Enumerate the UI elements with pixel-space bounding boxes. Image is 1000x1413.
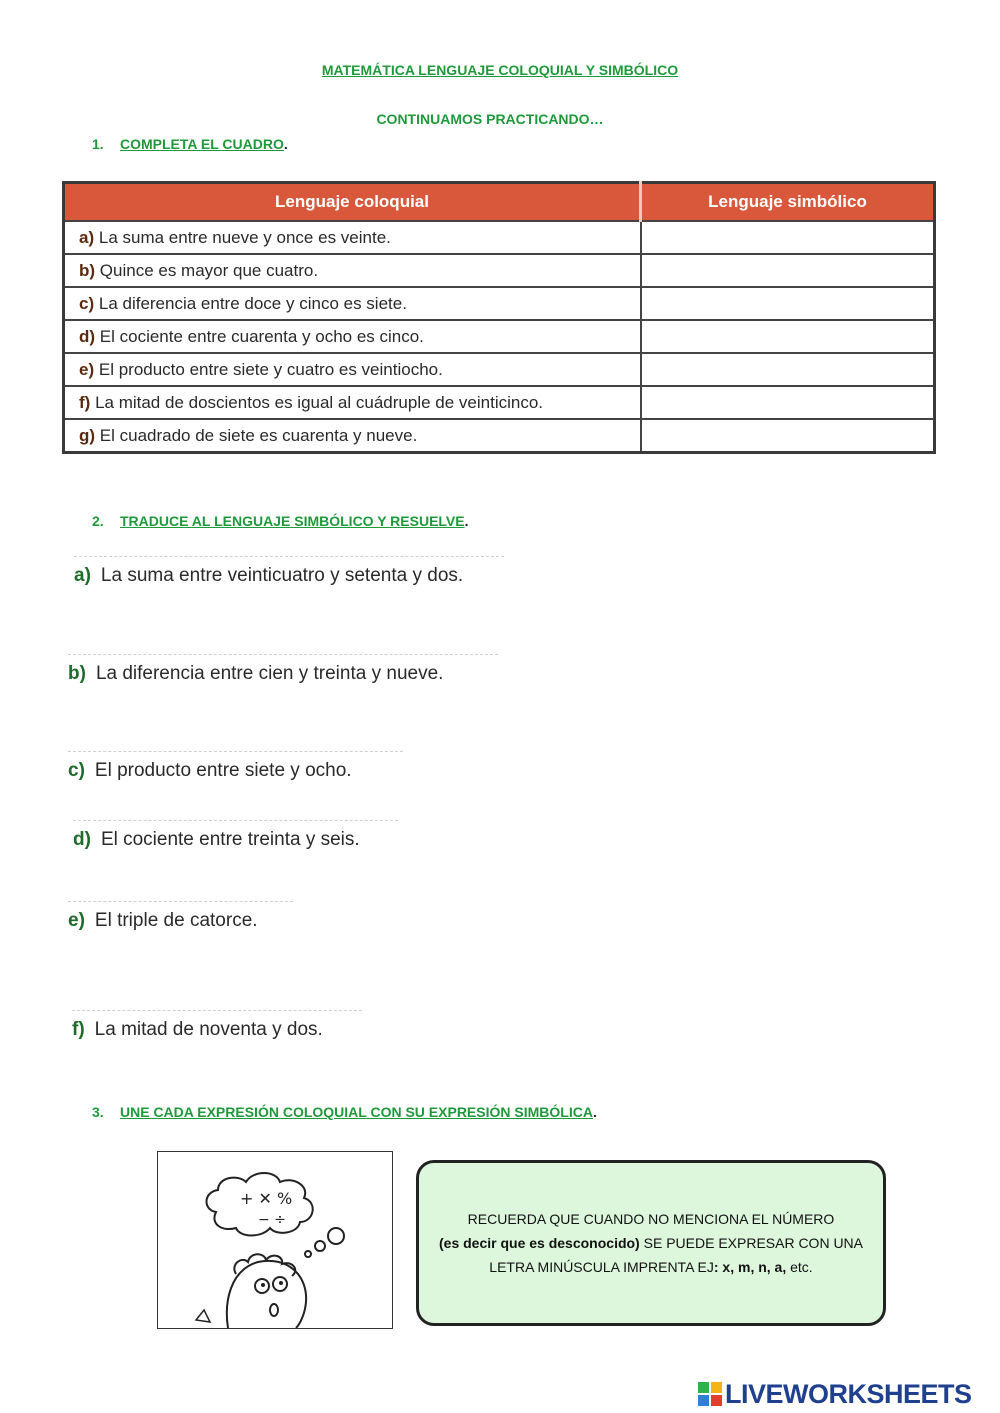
colloquial-symbolic-table	[62, 181, 936, 454]
thinking-child-icon	[158, 1152, 392, 1328]
page-subtitle: CONTINUAMOS PRACTICANDO…	[376, 111, 604, 127]
thinking-child-illustration	[157, 1151, 393, 1329]
row-coloquial: a) La suma entre nueve y once es veinte.	[64, 221, 641, 254]
reminder-note	[416, 1160, 886, 1326]
section-2-heading: 2. TRADUCE AL LENGUAJE SIMBÓLICO Y RESUELVE.	[92, 513, 469, 529]
list-item: d) El cociente entre treinta y seis.	[73, 820, 398, 851]
header-coloquial: Lenguaje coloquial	[64, 183, 641, 222]
answer-cell[interactable]	[641, 221, 935, 254]
row-coloquial: e) El producto entre siete y cuatro es veintiocho.	[64, 353, 641, 386]
answer-cell[interactable]	[641, 320, 935, 353]
table-row	[64, 221, 935, 254]
table-row	[64, 353, 935, 386]
answer-cell[interactable]	[641, 287, 935, 320]
reminder-text: RECUERDA QUE CUANDO NO MENCIONA EL NÚMERO (es decir que es desconocido) SE PUEDE EXPRESAR CON UNA LETRA MINÚSCULA IMPRENTA EJ: x, m, n, a, etc.	[439, 1211, 864, 1275]
section-3-heading: 3. UNE CADA EXPRESIÓN COLOQUIAL CON SU EXPRESIÓN SIMBÓLICA.	[92, 1104, 597, 1120]
answer-cell[interactable]	[641, 353, 935, 386]
list-item: f) La mitad de noventa y dos.	[72, 1010, 362, 1041]
row-coloquial: f) La mitad de doscientos es igual al cuádruple de veinticinco.	[64, 386, 641, 419]
list-item: e) El triple de catorce.	[68, 901, 293, 932]
row-coloquial: d) El cociente entre cuarenta y ocho es cinco.	[64, 320, 641, 353]
page-title: MATEMÁTICA LENGUAJE COLOQUIAL Y SIMBÓLICO	[321, 62, 679, 78]
answer-cell[interactable]	[641, 386, 935, 419]
table-row	[64, 287, 935, 320]
list-item: a) La suma entre veinticuatro y setenta y dos.	[74, 556, 504, 587]
logo-wordmark: LIVEWORKSHEETS	[725, 1378, 972, 1409]
answer-cell[interactable]	[641, 254, 935, 287]
table-row	[64, 386, 935, 419]
list-item: c) El producto entre siete y ocho.	[68, 751, 403, 782]
table-header-row	[64, 183, 935, 222]
table-row	[64, 320, 935, 353]
svg-text:− ÷: − ÷	[258, 1212, 286, 1228]
section-1-heading: 1. COMPLETA EL CUADRO.	[92, 136, 288, 152]
row-coloquial: g) El cuadrado de siete es cuarenta y nueve.	[64, 419, 641, 453]
row-coloquial: c) La diferencia entre doce y cinco es siete.	[64, 287, 641, 320]
table-row	[64, 254, 935, 287]
row-coloquial: b) Quince es mayor que cuatro.	[64, 254, 641, 287]
liveworksheets-logo	[697, 1378, 972, 1410]
list-item: b) La diferencia entre cien y treinta y nueve.	[68, 654, 498, 685]
svg-text:+ ✕ %: + ✕ %	[240, 1189, 293, 1208]
answer-cell[interactable]	[641, 419, 935, 453]
table-row	[64, 419, 935, 453]
header-simbolico: Lenguaje simbólico	[641, 183, 935, 222]
liveworksheets-mark-icon	[697, 1381, 723, 1407]
